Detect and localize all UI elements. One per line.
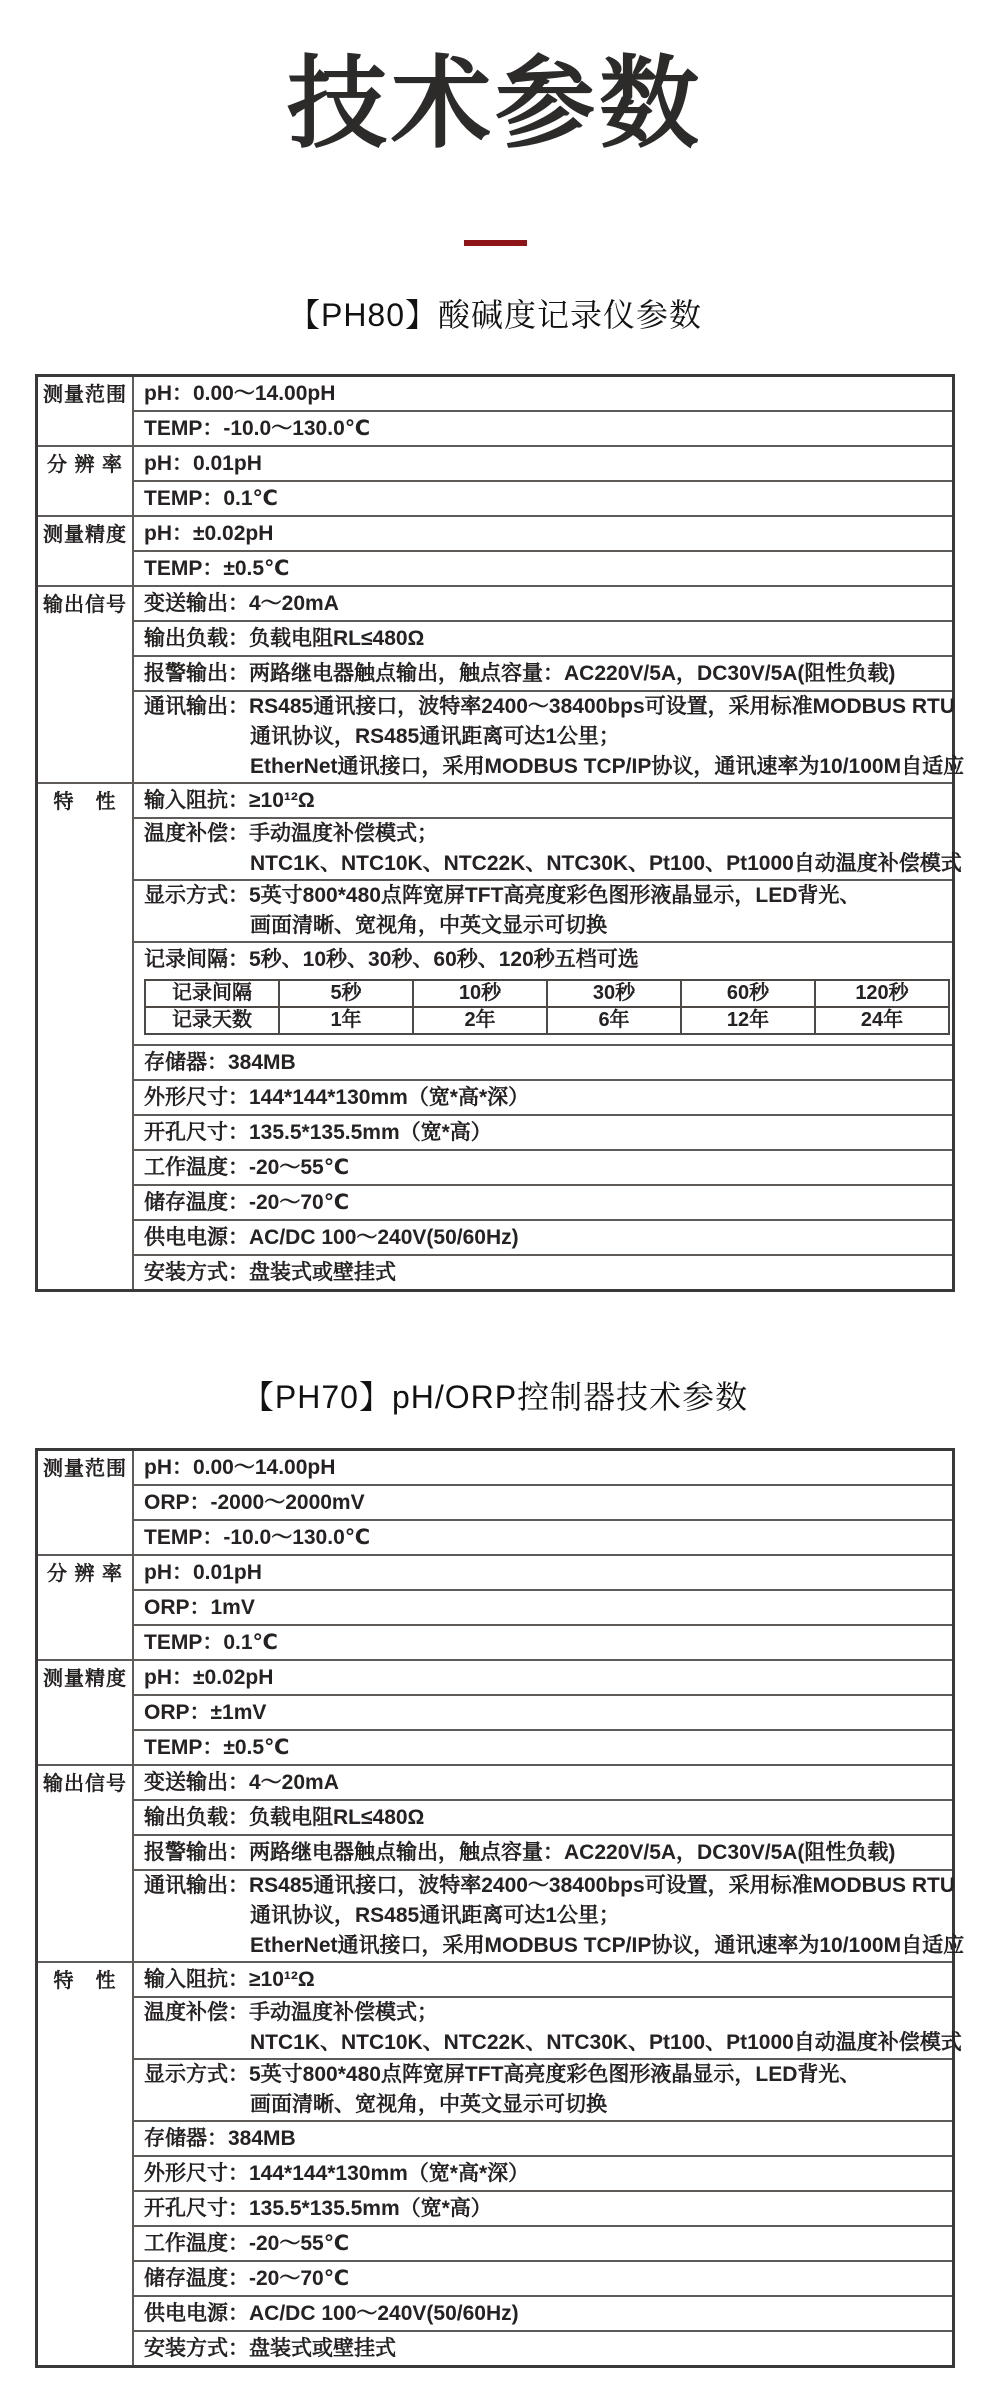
spec-value-cell bbox=[133, 1765, 954, 1800]
spec-line: 开孔尺寸：135.5*135.5mm（宽*高） bbox=[144, 1121, 492, 1144]
spec-line: 安装方式：盘装式或壁挂式 bbox=[144, 1261, 396, 1284]
spec-label-cell: 输出信号 bbox=[37, 586, 134, 783]
spec-line: 显示方式：5英寸800*480点阵宽屏TFT高亮度彩色图形液晶显示，LED背光、 bbox=[144, 2063, 861, 2086]
spec-line: 通讯协议，RS485通讯距离可达1公里； bbox=[250, 1904, 620, 1927]
spec-line: EtherNet通讯接口，采用MODBUS TCP/IP协议，通讯速率为10/100M自适应 bbox=[250, 755, 965, 778]
table-row bbox=[37, 516, 954, 551]
table-row bbox=[37, 2191, 954, 2226]
spec-value-cell bbox=[133, 1962, 954, 1997]
spec-value-cell bbox=[133, 551, 954, 586]
spec-line: 储存温度：-20～70℃ bbox=[144, 1191, 350, 1214]
spec-value-cell bbox=[133, 411, 954, 446]
spec-label-cell: 测量精度 bbox=[37, 1660, 134, 1765]
spec-line: TEMP：0.1℃ bbox=[144, 1631, 278, 1654]
spec-value-cell bbox=[133, 2296, 954, 2331]
spec-value-cell bbox=[133, 1695, 954, 1730]
spec-line: 报警输出：两路继电器触点输出，触点容量：AC220V/5A，DC30V/5A(阻性负载) bbox=[144, 1841, 896, 1864]
spec-value-cell bbox=[133, 1115, 954, 1150]
spec-value-cell bbox=[133, 2121, 954, 2156]
spec-line: 显示方式：5英寸800*480点阵宽屏TFT高亮度彩色图形液晶显示，LED背光、 bbox=[144, 884, 861, 907]
spec-value-cell bbox=[133, 621, 954, 656]
page-title: 技术参数 bbox=[287, 48, 703, 160]
table-row bbox=[37, 2296, 954, 2331]
spec-line: pH：0.01pH bbox=[144, 452, 262, 475]
table-row bbox=[37, 1045, 954, 1080]
table-row bbox=[37, 586, 954, 621]
table-row bbox=[37, 1800, 954, 1835]
table-row bbox=[37, 1485, 954, 1520]
spec-value-cell bbox=[133, 818, 962, 880]
spec-value-cell bbox=[133, 1255, 954, 1291]
spec-label-cell: 特 性 bbox=[37, 1962, 134, 2367]
table-row bbox=[37, 1555, 954, 1590]
spec-line: 供电电源：AC/DC 100～240V(50/60Hz) bbox=[144, 1226, 519, 1249]
spec-value-cell bbox=[133, 376, 954, 412]
spec-line: pH：0.00～14.00pH bbox=[144, 382, 336, 405]
table-row bbox=[37, 481, 954, 516]
table-row bbox=[37, 1625, 954, 1660]
spec-line: 温度补偿：手动温度补偿模式； bbox=[144, 822, 438, 845]
table-row bbox=[37, 411, 954, 446]
spec-line: pH：0.01pH bbox=[144, 1561, 262, 1584]
table-row bbox=[145, 980, 949, 1007]
spec-label-cell: 输出信号 bbox=[37, 1765, 134, 1962]
spec-value-cell bbox=[133, 656, 954, 691]
spec-line: 供电电源：AC/DC 100～240V(50/60Hz) bbox=[144, 2302, 519, 2325]
table-row bbox=[37, 2261, 954, 2296]
spec-line: 输入阻抗：≥10¹²Ω bbox=[144, 1968, 315, 1991]
spec-line: 记录间隔：5秒、10秒、30秒、60秒、120秒五档可选 bbox=[144, 948, 639, 971]
spec-line: 输出负载：负载电阻RL≤480Ω bbox=[144, 627, 425, 650]
record-cell: 24年 bbox=[815, 1007, 949, 1034]
spec-line: 报警输出：两路继电器触点输出，触点容量：AC220V/5A，DC30V/5A(阻性负载) bbox=[144, 662, 896, 685]
record-cell: 1年 bbox=[279, 1007, 413, 1034]
spec-line: 存储器：384MB bbox=[144, 1051, 296, 1074]
table-row bbox=[37, 1997, 954, 2059]
record-cell: 2年 bbox=[413, 1007, 547, 1034]
spec-value-cell bbox=[133, 2226, 954, 2261]
spec-line: 工作温度：-20～55℃ bbox=[144, 2232, 350, 2255]
table-row bbox=[37, 1590, 954, 1625]
table-row bbox=[37, 2156, 954, 2191]
spec-value-cell bbox=[133, 1045, 954, 1080]
table-row bbox=[37, 551, 954, 586]
record-cell: 120秒 bbox=[815, 980, 949, 1007]
spec-line: 画面清晰、宽视角，中英文显示可切换 bbox=[250, 2093, 607, 2116]
table-row bbox=[37, 1962, 954, 1997]
table-row bbox=[37, 1835, 954, 1870]
record-cell: 12年 bbox=[681, 1007, 815, 1034]
spec-value-cell bbox=[133, 942, 954, 1045]
spec-label-cell: 测量范围 bbox=[37, 376, 134, 447]
ph80-spec-table bbox=[35, 374, 965, 1292]
table-row bbox=[37, 2331, 954, 2367]
spec-line: 变送输出：4～20mA bbox=[144, 1771, 339, 1794]
spec-line: NTC1K、NTC10K、NTC22K、NTC30K、Pt100、Pt1000自动温度补偿模式 bbox=[250, 2031, 962, 2054]
spec-line: ORP：1mV bbox=[144, 1596, 255, 1619]
spec-line: 输出负载：负载电阻RL≤480Ω bbox=[144, 1806, 425, 1829]
spec-line: TEMP：-10.0～130.0℃ bbox=[144, 417, 371, 440]
table-row bbox=[37, 2226, 954, 2261]
table-row bbox=[37, 621, 954, 656]
ph70-spec-table bbox=[35, 1448, 965, 2368]
table-row bbox=[37, 942, 954, 1045]
spec-line: NTC1K、NTC10K、NTC22K、NTC30K、Pt100、Pt1000自动温度补偿模式 bbox=[250, 852, 962, 875]
spec-value-cell bbox=[133, 1625, 954, 1660]
page bbox=[0, 34, 990, 2388]
record-interval-table bbox=[144, 979, 950, 1035]
spec-value-cell bbox=[133, 1835, 954, 1870]
spec-label-cell: 分 辨 率 bbox=[37, 446, 134, 516]
spec-value-cell bbox=[133, 1800, 954, 1835]
table-row bbox=[37, 1660, 954, 1695]
record-cell: 60秒 bbox=[681, 980, 815, 1007]
spec-label-cell: 分 辨 率 bbox=[37, 1555, 134, 1660]
table-row bbox=[37, 1730, 954, 1765]
spec-value-cell bbox=[133, 2191, 954, 2226]
spec-value-cell bbox=[133, 1520, 954, 1555]
spec-value-cell bbox=[133, 691, 965, 783]
spec-line: EtherNet通讯接口，采用MODBUS TCP/IP协议，通讯速率为10/100M自适应 bbox=[250, 1934, 965, 1957]
spec-line: 画面清晰、宽视角，中英文显示可切换 bbox=[250, 914, 607, 937]
spec-value-cell bbox=[133, 783, 954, 818]
spec-label-cell: 测量范围 bbox=[37, 1450, 134, 1556]
spec-line: 外形尺寸：144*144*130mm（宽*高*深） bbox=[144, 1086, 530, 1109]
spec-line: 温度补偿：手动温度补偿模式； bbox=[144, 2001, 438, 2024]
spec-line: ORP：-2000～2000mV bbox=[144, 1491, 365, 1514]
spec-value-cell bbox=[133, 2156, 954, 2191]
table-row bbox=[37, 1520, 954, 1555]
spec-value-cell bbox=[133, 2261, 954, 2296]
spec-line: 通讯输出：RS485通讯接口，波特率2400～38400bps可设置，采用标准MODBUS RTU bbox=[144, 1874, 955, 1897]
record-cell: 记录天数 bbox=[145, 1007, 279, 1034]
spec-line: pH：±0.02pH bbox=[144, 522, 274, 545]
title-underline bbox=[464, 240, 527, 246]
table-row bbox=[37, 818, 954, 880]
spec-value-cell bbox=[133, 1590, 954, 1625]
spec-line: 储存温度：-20～70℃ bbox=[144, 2267, 350, 2290]
table-row bbox=[37, 1255, 954, 1291]
spec-line: 输入阻抗：≥10¹²Ω bbox=[144, 789, 315, 812]
table-row bbox=[37, 880, 954, 942]
spec-value-cell bbox=[133, 1997, 962, 2059]
table-row bbox=[37, 656, 954, 691]
spec-value-cell bbox=[133, 1730, 954, 1765]
table-row bbox=[37, 1150, 954, 1185]
section-heading-ph70: 【PH70】pH/ORP控制器技术参数 bbox=[241, 1379, 749, 1415]
spec-line: TEMP：±0.5℃ bbox=[144, 1736, 290, 1759]
spec-label-cell: 特 性 bbox=[37, 783, 134, 1291]
spec-label-cell: 测量精度 bbox=[37, 516, 134, 586]
record-cell: 记录间隔 bbox=[145, 980, 279, 1007]
spec-value-cell bbox=[133, 2059, 954, 2121]
spec-value-cell bbox=[133, 516, 954, 551]
record-cell: 6年 bbox=[547, 1007, 681, 1034]
spec-value-cell bbox=[133, 1660, 954, 1695]
spec-line: 变送输出：4～20mA bbox=[144, 592, 339, 615]
table-row bbox=[37, 691, 954, 783]
spec-value-cell bbox=[133, 1485, 954, 1520]
table-row bbox=[37, 1695, 954, 1730]
spec-line: ORP：±1mV bbox=[144, 1701, 267, 1724]
table-row bbox=[37, 446, 954, 481]
section-heading-ph80: 【PH80】酸碱度记录仪参数 bbox=[287, 297, 703, 333]
table-row bbox=[37, 1220, 954, 1255]
table-row bbox=[37, 1115, 954, 1150]
spec-value-cell bbox=[133, 1450, 954, 1486]
table-row bbox=[37, 783, 954, 818]
spec-line: TEMP：0.1℃ bbox=[144, 487, 278, 510]
record-cell: 5秒 bbox=[279, 980, 413, 1007]
spec-value-cell bbox=[133, 2331, 954, 2367]
table-row bbox=[37, 1450, 954, 1486]
table-row bbox=[37, 1870, 954, 1962]
spec-line: pH：0.00～14.00pH bbox=[144, 1456, 336, 1479]
spec-line: 开孔尺寸：135.5*135.5mm（宽*高） bbox=[144, 2197, 492, 2220]
spec-line: TEMP：-10.0～130.0℃ bbox=[144, 1526, 371, 1549]
spec-value-cell bbox=[133, 1220, 954, 1255]
spec-value-cell bbox=[133, 1080, 954, 1115]
spec-value-cell bbox=[133, 880, 954, 942]
record-cell: 30秒 bbox=[547, 980, 681, 1007]
table-row bbox=[37, 2059, 954, 2121]
spec-value-cell bbox=[133, 586, 954, 621]
table-row bbox=[37, 376, 954, 412]
spec-value-cell bbox=[133, 481, 954, 516]
spec-value-cell bbox=[133, 1150, 954, 1185]
spec-value-cell bbox=[133, 1870, 965, 1962]
table-row bbox=[37, 2121, 954, 2156]
spec-line: 工作温度：-20～55℃ bbox=[144, 1156, 350, 1179]
table-row bbox=[37, 1080, 954, 1115]
table-row bbox=[37, 1185, 954, 1220]
spec-value-cell bbox=[133, 1185, 954, 1220]
spec-value-cell bbox=[133, 1555, 954, 1590]
spec-line: 存储器：384MB bbox=[144, 2127, 296, 2150]
spec-line: 外形尺寸：144*144*130mm（宽*高*深） bbox=[144, 2162, 530, 2185]
spec-line: pH：±0.02pH bbox=[144, 1666, 274, 1689]
table-row bbox=[145, 1007, 949, 1034]
spec-line: TEMP：±0.5℃ bbox=[144, 557, 290, 580]
spec-line: 通讯协议，RS485通讯距离可达1公里； bbox=[250, 725, 620, 748]
table-row bbox=[37, 1765, 954, 1800]
spec-line: 安装方式：盘装式或壁挂式 bbox=[144, 2337, 396, 2360]
spec-line: 通讯输出：RS485通讯接口，波特率2400～38400bps可设置，采用标准MODBUS RTU bbox=[144, 695, 955, 718]
spec-value-cell bbox=[133, 446, 954, 481]
record-cell: 10秒 bbox=[413, 980, 547, 1007]
